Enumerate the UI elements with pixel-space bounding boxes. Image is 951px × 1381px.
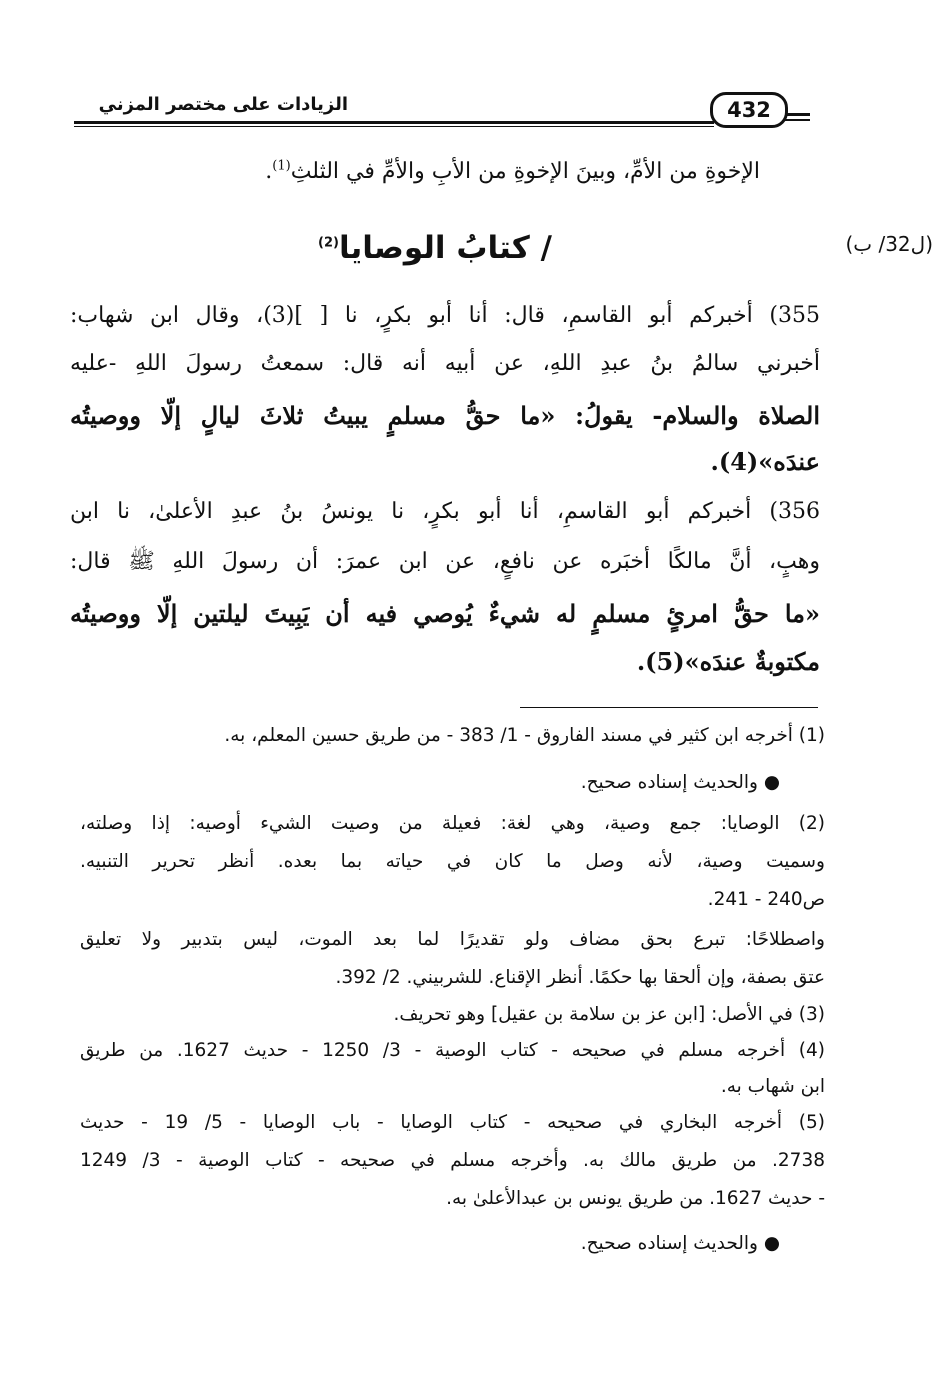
footnote-5-line-2: 2738. من طريق مالك به. وأخرجه مسلم في صحيحه - كتاب الوصية - 3/ 1249 bbox=[80, 1150, 825, 1171]
header-rule bbox=[74, 121, 714, 124]
hadith-356-line-2: وهبٍ، أنَّ مالكًا أخبَره عن نافعٍ، عن ابن عمرَ: أن رسولَ اللهِ ﷺ قال: bbox=[70, 549, 820, 574]
hadith-356-line-4: مكتوبةٌ عندَه»(5). bbox=[636, 647, 820, 676]
hadith-355-line-3: الصلاة والسلام- يقولُ: «ما حقُّ مسلمٍ يبيتُ ثلاثَ ليالٍ إلّا ووصيتُه bbox=[70, 401, 820, 430]
footnote-2-line-4: واصطلاحًا: تبرع بحق مضاف ولو تقديرًا لما بعد الموت، ليس بتدبير ولا تعليق bbox=[80, 929, 825, 950]
hadith-355-line-2: أخبرني سالمُ بنُ عبدِ اللهِ، عن أبيه أنه قال: سمعتُ رسولَ اللهِ -عليه bbox=[70, 351, 820, 376]
footnote-4-line-1: (4) أخرجه مسلم في صحيحه - كتاب الوصية - 3/ 1250 - حديث 1627. من طريق bbox=[80, 1040, 825, 1061]
hadith-356-line-3: «ما حقُّ امرئٍ مسلمٍ له شيءٌ يُوصي فيه أن يَبِيتَ ليلتين إلّا ووصيتُه bbox=[70, 599, 820, 628]
hadith-356-line-1: 356) أخبركم أبو القاسمِ، أنا أبو بكرٍ، نا يونسُ بنُ عبدِ الأعلىٰ، نا ابن bbox=[70, 499, 820, 524]
footnote-3-line-1: (3) في الأصل: [ابن عز بن سلامة بن عقيل] وهو تحريف. bbox=[393, 1004, 825, 1025]
page-number: 432 bbox=[710, 92, 788, 128]
footnote-5-line-1: (5) أخرجه البخاري في صحيحه - كتاب الوصايا - باب الوصايا - 5/ 19 - حديث bbox=[80, 1112, 826, 1133]
footnote-ref: (1) bbox=[272, 158, 291, 174]
footnote-1-line-2: ● والحديث إسناده صحيح. bbox=[580, 772, 780, 793]
running-header-title: الزيادات على مختصر المزني bbox=[98, 94, 348, 115]
header-rule-thin bbox=[74, 126, 714, 127]
footnote-ref: (2) bbox=[318, 235, 339, 251]
footnote-2-line-2: وسميت وصية، لأنه وصل ما كان في حياته بما بعده. أنظر تحرير التنبيه. bbox=[80, 851, 825, 872]
margin-note: (ل32/ ب) bbox=[845, 232, 933, 256]
intro-text: الإخوةِ من الأمِّ، وبينَ الإخوةِ من الأبِ والأمِّ في الثلثِ bbox=[290, 159, 760, 184]
footnote-separator bbox=[520, 707, 818, 708]
footnote-1-line-1: (1) أخرجه ابن كثير في مسند الفاروق - 1/ 383 - من طريق حسين المعلم، به. bbox=[224, 725, 825, 746]
footnote-5-line-3: - حديث 1627. من طريق يونس بن عبدالأعلىٰ به. bbox=[446, 1188, 825, 1209]
footnote-2-line-3: ص240 - 241. bbox=[707, 889, 825, 910]
footnote-2-line-5: عتق بصفة، وإن ألحقا بها حكمًا. أنظر الإقناع. للشربيني. 2/ 392. bbox=[335, 967, 825, 988]
section-heading bbox=[270, 230, 600, 266]
intro-period: . bbox=[265, 159, 273, 184]
footnote-2-line-1: (2) الوصايا: جمع وصية، وهي لغة: فعيلة من وصيت الشيء أوصيه: إذا وصلته، bbox=[80, 813, 825, 834]
footnote-5-line-4: ● والحديث إسناده صحيح. bbox=[580, 1233, 780, 1254]
intro-line bbox=[160, 158, 760, 187]
section-heading-text: / كتابُ الوصايا bbox=[338, 230, 552, 266]
hadith-355-line-1: 355) أخبركم أبو القاسمِ، قال: أنا أبو بكرٍ، نا [ ](3)، وقال ابن شهاب: bbox=[70, 303, 820, 328]
hadith-355-line-4: عندَه»(4). bbox=[710, 447, 820, 476]
footnote-4-line-2: ابن شهاب به. bbox=[720, 1076, 825, 1097]
